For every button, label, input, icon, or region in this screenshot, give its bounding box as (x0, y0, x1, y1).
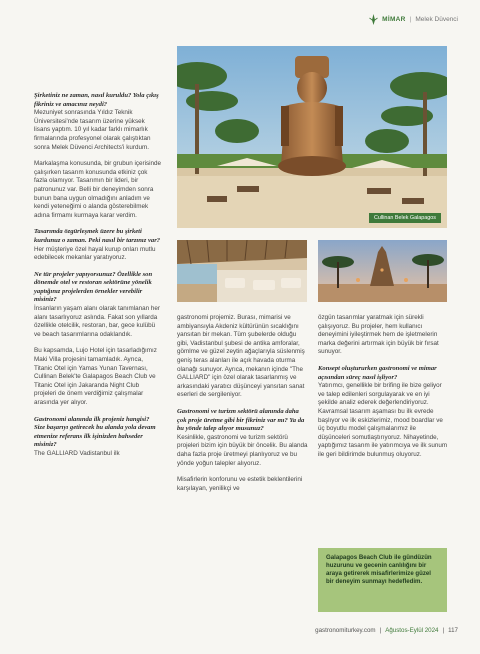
answer-5: Kesinlikle, gastronomi ve turizm sektörü projeleri bizim için büyük bir öncelik. Bu alanda daha fazla proje üretmeyi planlıyoruz ve bu yönde yoğun talepler alıyoruz. (177, 433, 308, 467)
main-photo (177, 46, 447, 228)
question-5: Gastronomi ve turizm sektörü alanında daha çok proje üretme gibi bir fikriniz var mı? Ya da bu yönde talep alıyor musunuz? (177, 407, 305, 433)
answer-2: Her müşteriye özel hayal kurup onları mutlu edebilecek mekanlar yaratıyoruz. (34, 245, 156, 262)
beach-club-exterior-image (318, 240, 447, 302)
answer-1-continued: Markalaşma konusunda, bir grubun içerisinde çalışırken tasarım konusunda etkiniz çok fazla olamıyor. Tasarımın bir lideri, bir patronunuz var. Belli bir deneyimden sonra bunun bana uygun olmadığını anladım ve kendi yeteneğimi o alanda gösterebilmek adına firmamı kurmaya karar verdim. (34, 160, 162, 219)
answer-4: The GALLIARD Vadistanbul ilk (34, 449, 120, 457)
author-name: Melek Düvenci (415, 16, 458, 23)
question-4: Gastronomi alanında ilk projeniz hangisi? Size başarıyı getirecek bu alanda yola devam etmenize referans ilk işinizden bahseder misiniz? (34, 415, 156, 449)
question-2: Tasarımda özgürleşmek üzere bu şirketi kurdunuz o zaman. Peki nasıl bir tarzınız var? (34, 228, 161, 244)
answer-4-continued: gastronomi projemiz. Burası, mimarisi ve ambiyansıyla Akdeniz kültürünün sıcaklığını yansıtan bir mekan. Tüm şubelerde olduğu gibi, Vadistanbul şubesi de antika amforalar, gömlme ve güzel zeytin ağaçlarıyla süslenmiş geniş teras alanları ile açık havada oturma olanağı sunuyor. Ayrıca, mekanın içinde "The GALLIARD" için özel olarak tasarlanmış ve arkasındaki yaratıcı düşünceyi yansıtan sanat eserleri de sergileniyor. (177, 314, 305, 399)
interior-photo (177, 240, 307, 302)
answer-6: Yatırımcı, genellikle bir brifing ile bize geliyor ve talep edilenleri sorgulayarak ve en iyi şekilde analiz ederek değerlendiriyoruz. Kavramsal tasarım aşaması bu ilk evrede başlıyor ve ilk eskizlerimiz, mood boardlar ve üç boyutlu model çalışmalarımız ile düşünceleri somutlaştırıyoruz. Nihayetinde, yaptığımız tasarım ile yatırımcıya ve ilk sunum ile geri bildirimde bulunmuş oluyoruz. (318, 382, 448, 458)
text-column-2 (177, 314, 308, 501)
pull-quote: Galapagos Beach Club ile gündüzün huzurunu ve gecenin canlılığını bir araya getirerek misafirlerimize güzel bir deneyim sunmayı hedefledim. (318, 548, 447, 612)
answer-5-end: özgün tasarımlar yaratmak için sürekli çalışıyoruz. Bu projeler, hem kullanıcı deneyimini iyileştirmek hem de işletmelerin marka değerini artırmak için büyük bir fırsat sunuyor. (318, 314, 439, 356)
answer-1: Mezuniyet sonrasında Yıldız Teknik Üniversitesi'nde tasarım üzerine yüksek lisans yaptım. 10 yıl kadar farklı mimarlık firmalarında profesyonel olarak çalıştıktan sonra Melek Düvenci Architects'i kurdum. (34, 109, 151, 151)
question-6: Konsept oluştururken gastronomi ve mimar açısından süreç nasıl işliyor? (318, 364, 437, 381)
text-column-1 (34, 92, 162, 467)
text-column-3 (318, 314, 449, 468)
footer-separator: | (379, 627, 382, 634)
header-separator: | (409, 16, 412, 23)
exterior-photo (318, 240, 447, 302)
website-link[interactable]: gastronomiturkey.com (315, 627, 376, 634)
galapagos-statue-image (177, 46, 447, 228)
page-footer (315, 627, 458, 634)
question-3: Ne tür projeler yapıyorsunuz? Özellikle son dönemde otel ve restoran sektörüne yönelik yaptığınız projelerden örnekler verebilir misiniz? (34, 270, 153, 304)
page-header (369, 14, 458, 25)
footer-separator-2: | (442, 627, 445, 634)
question-1: Şirketiniz ne zaman, nasıl kuruldu? Yola çıkış fikriniz ve amacınız neydi? (34, 92, 159, 108)
restaurant-interior-image (177, 240, 307, 302)
answer-3-continued: Bu kapsamda, Lujo Hotel için tasarladığımız Maki Villa projesini tamamladık. Ayrıca, Titanic Otel için Yamas Yunan Tavernası, Cullinan Belek'te Galapagos Beach Club ve Titanic Otel için Jakaranda Night Club projeleri de önem verdiğimiz çalışmalar arasında yer alıyor. (34, 347, 157, 406)
magazine-logo-icon (369, 14, 378, 25)
photo-caption: Cullinan Belek Galapagos (369, 213, 441, 223)
answer-5-continued: Misafirlerin konforunu ve estetik beklentilerini karşılayan, yenilikçi ve (177, 476, 303, 492)
issue-date: Ağustos-Eylül 2024 (385, 627, 439, 634)
section-label: MİMAR (382, 16, 406, 23)
page-number: 117 (448, 627, 458, 634)
answer-3: İnsanların yaşam alanı olarak tanımlanan her alanı tasarlıyoruz aslında. Fakat son yıllarda özellikle otelcilik, restoran, bar, gece kulübü ve beach tasarımlarına odaklandık. (34, 305, 161, 338)
